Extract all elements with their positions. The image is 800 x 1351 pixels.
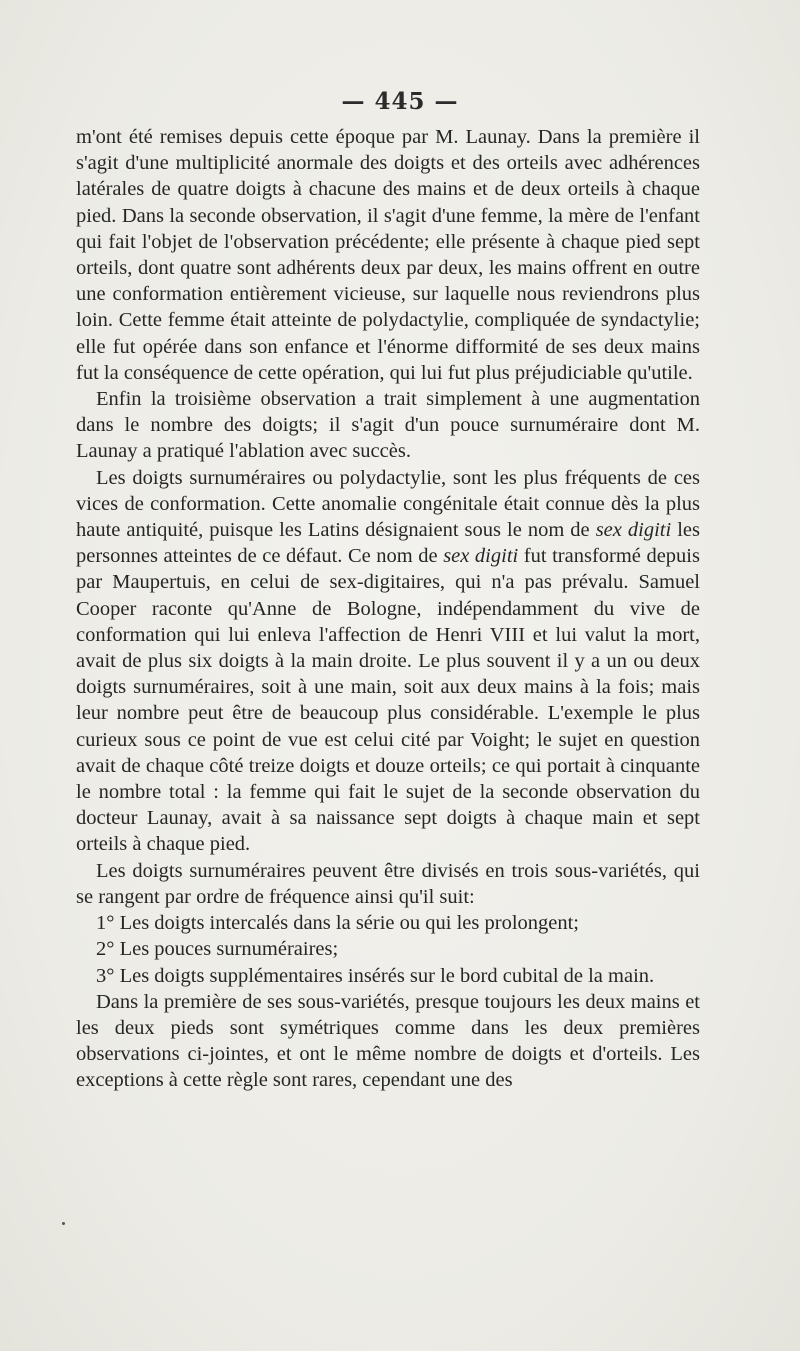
paragraph-4: Les doigts surnuméraires peuvent être divisés en trois sous-variétés, qui se rangent par ordre de fréquence ainsi qu'il suit:	[76, 859, 700, 908]
paragraph-1: m'ont été remises depuis cette époque par M. Launay. Dans la première il s'agit d'une multiplicité anormale des doigts et des orteils avec adhérences latérales de quatre doigts à chacune des mains et de deux orteils à chaque pied. Dans la seconde observation, il s'agit d'une femme, la mère de l'enfant qui fait l'objet de l'observation précédente; elle présente à chaque pied sept orteils, dont quatre sont adhérents deux par deux, les mains offrent en outre une conformation entièrement vicieuse, sur laquelle nous reviendrons plus loin. Cette femme était atteinte de polydactylie, compliquée de syndactylie; elle fut opérée dans son enfance et l'énorme difformité de ses deux mains fut la conséquence de cette opération, qui lui fut plus préjudiciable qu'utile.	[76, 126, 700, 384]
body-text	[76, 124, 700, 1094]
paragraph-3	[76, 465, 700, 858]
latin-term-2: sex digiti	[443, 545, 519, 568]
page-number: — 445 —	[341, 88, 459, 115]
list-item-1: 1° Les doigts intercalés dans la série ou qui les prolongent;	[96, 912, 580, 935]
ink-speck	[62, 1222, 65, 1225]
list-item-2: 2° Les pouces surnuméraires;	[96, 938, 339, 961]
paragraph-3-part-2: les personnes atteintes de ce défaut. Ce nom de	[76, 519, 700, 568]
latin-term-1: sex digiti	[595, 519, 672, 542]
paragraph-closing: Dans la première de ses sous-variétés, presque toujours les deux mains et les deux pieds sont symétriques comme dans les deux premières observations ci-jointes, et ont le même nombre de doigts et d'orteils. Les exceptions à cette règle sont rares, cependant une des	[76, 990, 700, 1092]
paragraph-3-part-3: fut transformé depuis par Maupertuis, en celui de sex-digitaires, qui n'a pas prévalu. Samuel Cooper raconte qu'Anne de Bologne, indépendamment du vive de conformation qui lui enleva l'affection de Henri VIII et lui valut la mort, avait de plus six doigts à la main droite. Le plus souvent il y a un ou deux doigts surnuméraires, soit à une main, soit aux deux mains à la fois; mais leur nombre peut être de beaucoup plus considérable. L'exemple le plus curieux sous ce point de vue est celui cité par Voight; le sujet en question avait de chaque côté treize doigts et douze orteils; ce qui portait à cinquante le nombre total : la femme qui fait le sujet de la seconde observation du docteur Launay, avait à sa naissance sept doigts à chaque main et sept orteils à chaque pied.	[76, 545, 700, 856]
paragraph-2: Enfin la troisième observation a trait simplement à une augmentation dans le nombre des doigts; il s'agit d'un pouce surnuméraire dont M. Launay a pratiqué l'ablation avec succès.	[76, 388, 700, 463]
list-item-3: 3° Les doigts supplémentaires insérés sur le bord cubital de la main.	[96, 964, 655, 987]
paragraph-3-part-1: Les doigts surnuméraires ou polydactylie, sont les plus fréquents de ces vices de conformation. Cette anomalie congénitale était connue dès la plus haute antiquité, puisque les Latins désignaient sous le nom de	[76, 466, 700, 542]
